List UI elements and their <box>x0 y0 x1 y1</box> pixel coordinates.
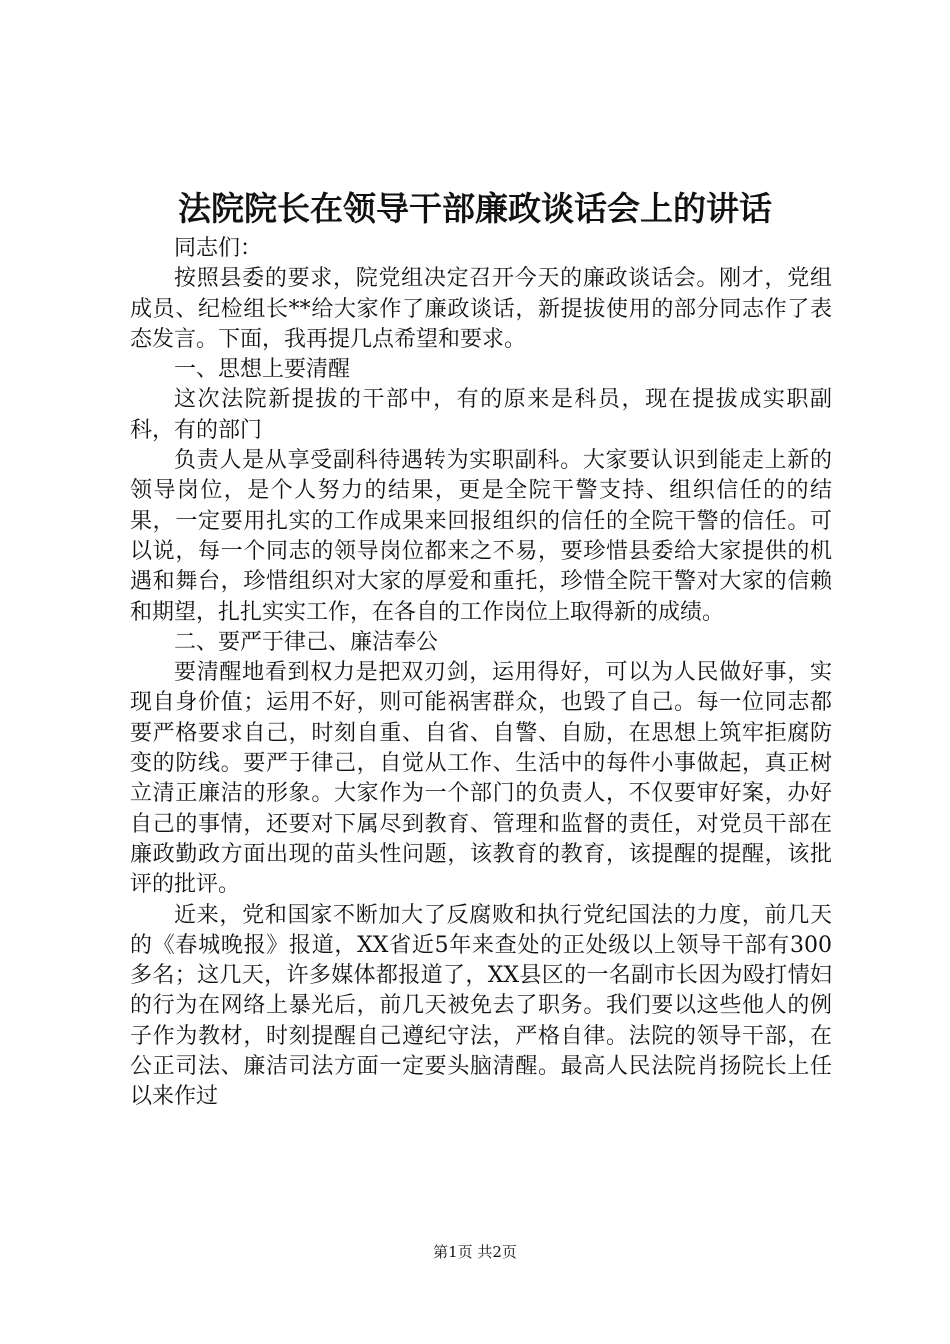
body-paragraph: 这次法院新提拔的干部中，有的原来是科员，现在提拔成实职副科，有的部门 <box>130 387 832 443</box>
salutation-paragraph: 同志们： <box>174 236 263 261</box>
body-paragraph: 近来，党和国家不断加大了反腐败和执行党纪国法的力度，前几天的《春城晚报》报道，XX省近5年来查处的正处级以上领导干部有300多名；这几天，许多媒体都报道了，XX县区的一名副市长因为殴打情妇的行为在网络上暴光后，前几天被免去了职务。我们要以这些他人的例子作为教材，时刻提醒自己遵纪守法，严格自律。法院的领导干部，在公正司法、廉洁司法方面一定要头脑清醒。最高人民法院肖扬院长上任以来作过 <box>130 902 832 1110</box>
section-heading-2: 二、要严于律己、廉洁奉公 <box>174 629 439 655</box>
intro-paragraph: 按照县委的要求，院党组决定召开今天的廉政谈话会。刚才，党组成员、纪检组长**给大家作了廉政谈话，新提拔使用的部分同志作了表态发言。下面，我再提几点希望和要求。 <box>130 266 832 352</box>
page-number-footer: 第1页 共2页 <box>433 1243 517 1261</box>
body-paragraph: 要清醒地看到权力是把双刃剑，运用得好，可以为人民做好事，实现自身价值；运用不好，则可能祸害群众，也毁了自己。每一位同志都要严格要求自己，时刻自重、自省、自警、自励，在思想上筑牢拒腐防变的防线。要严于律己，自觉从工作、生活中的每件小事做起，真正树立清正廉洁的形象。大家作为一个部门的负责人，不仅要审好案，办好自己的事情，还要对下属尽到教育、管理和监督的责任，对党员干部在廉政勤政方面出现的苗头性问题，该教育的教育，该提醒的提醒，该批评的批评。 <box>130 660 832 898</box>
section-heading-1: 一、思想上要清醒 <box>174 357 351 383</box>
document-title: 法院院长在领导干部廉政谈话会上的讲话 <box>178 189 772 228</box>
body-paragraph: 负责人是从享受副科待遇转为实职副科。大家要认识到能走上新的领导岗位，是个人努力的结果，更是全院干警支持、组织信任的的结果，一定要用扎实的工作成果来回报组织的信任的全院干警的信任。可以说，每一个同志的领导岗位都来之不易，要珍惜县委给大家提供的机遇和舞台，珍惜组织对大家的厚爱和重托，珍惜全院干警对大家的信赖和期望，扎扎实实工作，在各自的工作岗位上取得新的成绩。 <box>130 448 832 625</box>
document-body <box>130 234 832 1113</box>
